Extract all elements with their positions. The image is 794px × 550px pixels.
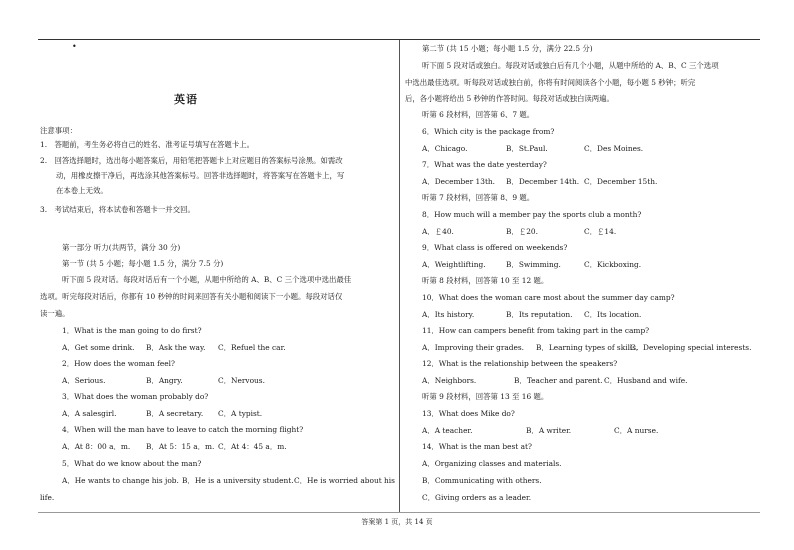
notice-line: 2. 回答选择题时，选出每小题答案后，用铅笔把答题卡上对应题目的答案标号涂黑。如需改 [40, 156, 343, 165]
option-c: C．Kickboxing. [584, 260, 642, 269]
option-b: B．A secretary. [146, 409, 204, 418]
page-footer: 答案第 1 页，共 14 页 [361, 518, 433, 526]
option-a: A．At 8：00 a．m. [62, 442, 131, 451]
option-row [422, 144, 762, 154]
notice-line: 在本卷上无效。 [56, 186, 108, 195]
option-a: A．December 13th. [422, 177, 496, 186]
option-b: B．A writer. [526, 426, 572, 435]
option-b: B．Teacher and parent. [514, 376, 603, 385]
option-b: B．Its reputation. [506, 310, 573, 319]
option-b: B．￡20. [506, 227, 538, 236]
question-stem: 4．When will the man have to leave to catch the morning flight? [62, 425, 304, 434]
section-subheading: 第二节 (共 15 小题；每小题 1.5 分，满分 22.5 分) [422, 44, 593, 53]
option-b: B．He is a university student. [182, 476, 294, 485]
question-stem: 8．How much will a member pay the sports club a month? [422, 210, 642, 219]
option-a: A．Its history. [422, 310, 475, 319]
option-a: A．Get some drink. [62, 343, 135, 352]
question-stem: 1．What is the man going to do first? [62, 326, 202, 335]
mark-dot: • [72, 42, 77, 51]
section-heading: 第一部分 听力(共两节，满分 30 分) [62, 243, 181, 252]
notice-line: 1. 答题前，考生务必将自己的姓名、准考证号填写在答题卡上。 [40, 140, 254, 149]
option-b: B．At 5：15 a．m. [146, 442, 215, 451]
question-stem: 12．What is the relationship between the speakers? [422, 359, 618, 368]
option-c: C．He is worried about his [294, 476, 395, 485]
page-title: 英语 [174, 93, 198, 106]
option-a: A．Neighbors. [422, 376, 477, 385]
notice-line: 动，用橡皮擦干净后，再选涂其他答案标号。回答非选择题时，将答案写在答题卡上，写 [56, 171, 345, 180]
option-c: C．A typist. [218, 409, 263, 418]
material-heading: 听第 7 段材料，回答第 8、9 题。 [422, 193, 535, 202]
option-row [422, 310, 762, 320]
question-stem: 13．What does Mike do? [422, 409, 515, 418]
question-stem: 2．How does the woman feel? [62, 359, 175, 368]
question-stem: 10．What does the woman care most about the summer day camp? [422, 293, 675, 302]
instruction-line: 听下面 5 段对话或独白。每段对话或独白后有几个小题，从题中所给的 A、B、C 三个选项 [422, 61, 719, 70]
option-a: A．Weightlifting. [422, 260, 486, 269]
column-divider [399, 40, 400, 512]
option-b: B．Learning types of skills. [536, 343, 639, 352]
question-stem: 9．What class is offered on weekends? [422, 243, 568, 252]
question-stem: 14．What is the man best at? [422, 442, 532, 451]
instruction-line: 选项。听完每段对话后，你都有 10 秒钟的时间来回答有关小题和阅读下一小题。每段对话仅 [40, 292, 343, 301]
option-row [422, 426, 762, 436]
option-row [422, 376, 762, 386]
section-subheading: 第一节 (共 5 小题；每小题 1.5 分，满分 7.5 分) [62, 259, 224, 268]
option-b: B．Swimming. [506, 260, 561, 269]
option-a: A．Chicago. [422, 144, 468, 153]
option-row [422, 260, 762, 270]
instruction-line: 后，各小题将给出 5 秒钟的作答时间。每段对话或独白读两遍。 [405, 94, 614, 103]
option-c: C．Des Moines. [584, 144, 644, 153]
option-a: A．A salesgirl. [62, 409, 117, 418]
option-c: C．￡14. [584, 227, 617, 236]
option-b: B．Ask the way. [146, 343, 206, 352]
question-stem: 6．Which city is the package from? [422, 127, 555, 136]
option-a: A．Improving their grades. [422, 343, 525, 352]
option-row [62, 409, 392, 419]
option-c: C．Nervous. [218, 376, 265, 385]
option-c: C．December 15th. [584, 177, 658, 186]
material-heading: 听第 8 段材料，回答第 10 至 12 题。 [422, 276, 549, 285]
option-row [62, 376, 392, 386]
instruction-line: 中选出最佳选项。听每段对话或独白前，你将有时间阅读各个小题，每小题 5 秒钟；听完 [405, 78, 696, 87]
option-c: C．Husband and wife. [604, 376, 688, 385]
option-row [422, 177, 762, 187]
option-row [422, 343, 762, 353]
notice-heading: 注意事项： [40, 126, 77, 135]
option-c: C．Developing special interests. [630, 343, 752, 352]
option-c: C．A nurse. [614, 426, 659, 435]
option-c: C．Refuel the car. [218, 343, 286, 352]
option-a: A．Serious. [62, 376, 106, 385]
instruction-line: 听下面 5 段对话。每段对话后有一个小题，从题中所给的 A、B、C 三个选项中选出最佳 [62, 275, 352, 284]
option-row [62, 442, 392, 452]
option-b: B．December 14th. [506, 177, 580, 186]
option-row [62, 343, 392, 353]
option-c: C．Giving orders as a leader. [422, 493, 532, 502]
question-stem: 7．What was the date yesterday? [422, 160, 547, 169]
bottom-rule [38, 512, 760, 513]
option-row [62, 476, 395, 486]
option-a: A．A teacher. [422, 426, 473, 435]
material-heading: 听第 9 段材料，回答第 13 至 16 题。 [422, 392, 549, 401]
option-row [422, 227, 762, 237]
option-a: A．Organizing classes and materials. [422, 459, 562, 468]
option-continuation: life. [40, 493, 55, 502]
question-stem: 11．How can campers benefit from taking part in the camp? [422, 326, 650, 335]
notice-line: 3. 考试结束后，将本试卷和答题卡一并交回。 [40, 205, 195, 214]
option-b: B．St.Paul. [506, 144, 548, 153]
option-a: A．He wants to change his job. [62, 476, 179, 485]
option-a: A．￡40. [422, 227, 454, 236]
option-c: C．Its location. [584, 310, 642, 319]
question-stem: 5．What do we know about the man? [62, 459, 202, 468]
option-c: C．At 4：45 a．m. [218, 442, 287, 451]
instruction-line: 读一遍。 [40, 309, 70, 318]
option-b: B．Communicating with others. [422, 476, 542, 485]
material-heading: 听第 6 段材料，回答第 6、7 题。 [422, 110, 535, 119]
question-stem: 3．What does the woman probably do? [62, 392, 209, 401]
option-b: B．Angry. [146, 376, 183, 385]
